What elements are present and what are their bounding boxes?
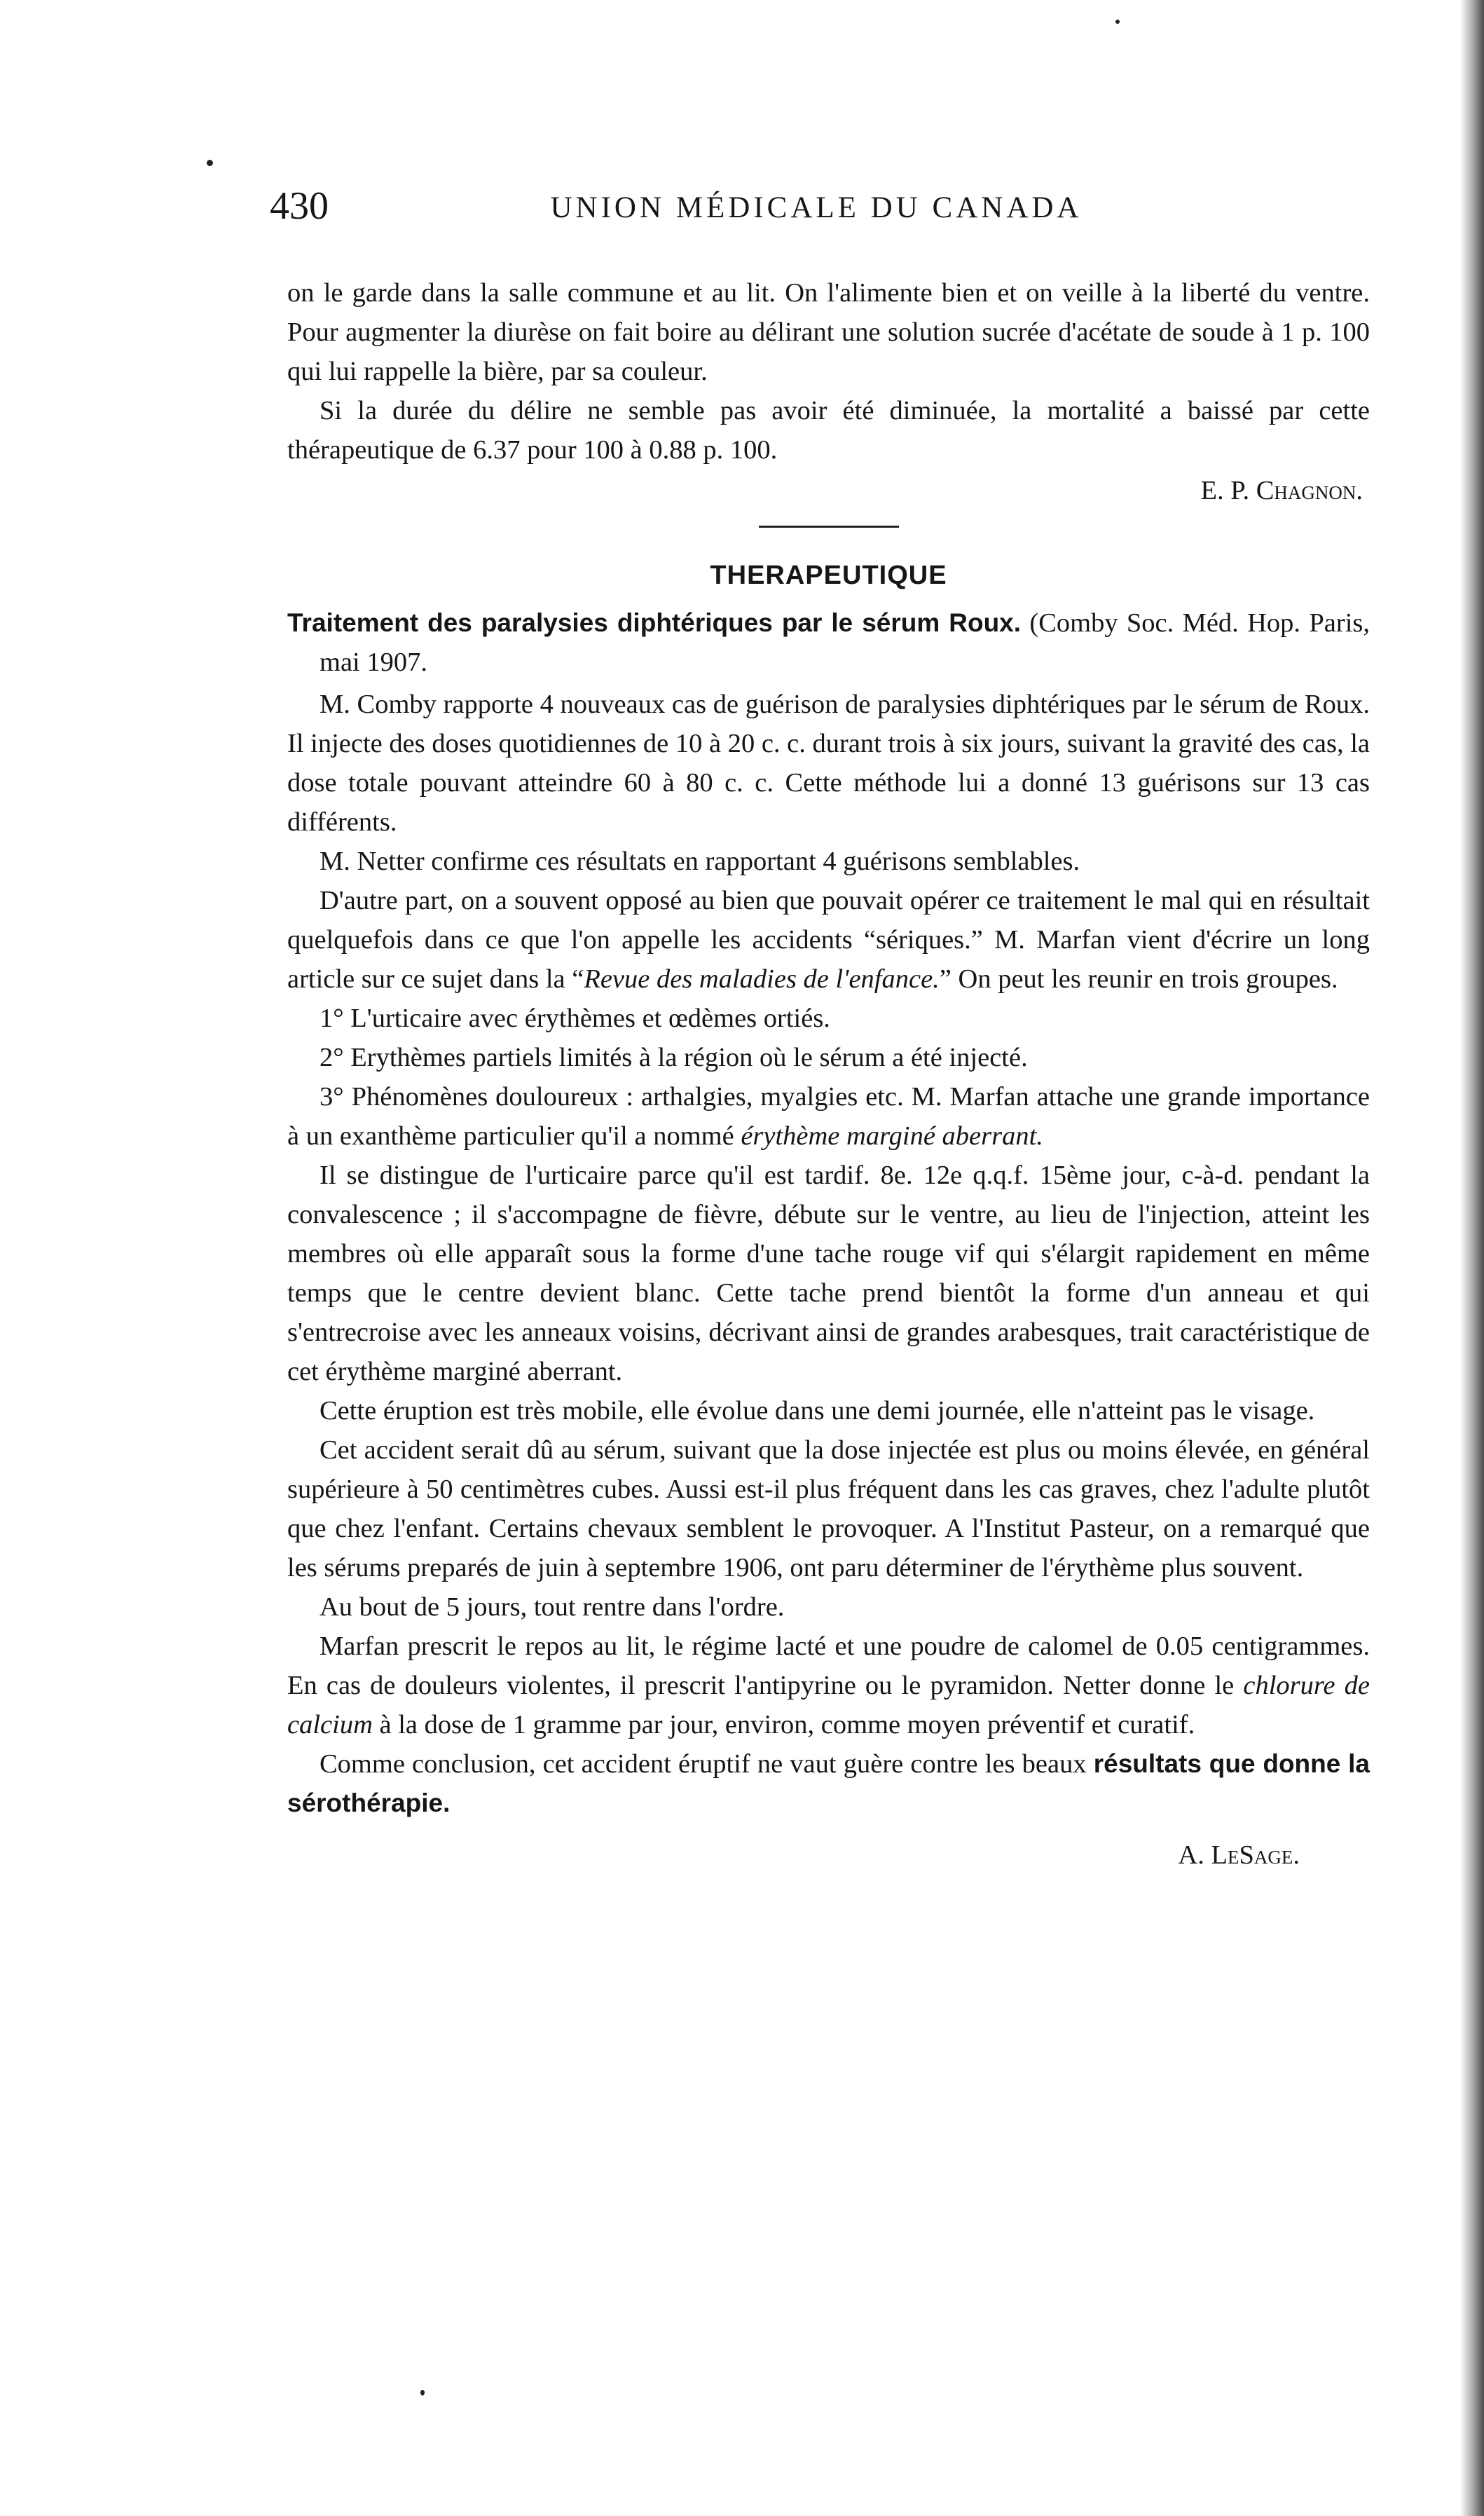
list-item: 1° L'urticaire avec érythèmes et œdèmes ortiés. — [320, 1004, 830, 1033]
bold-run: résultats que donne la sérothérapie. — [287, 1749, 1370, 1817]
page-header — [270, 184, 1363, 240]
author-signature: A. LeSage. — [1178, 1840, 1300, 1870]
italic-run: érythème marginé aberrant. — [741, 1121, 1043, 1151]
text-run: ” On peut les reunir en trois groupes. — [939, 964, 1338, 994]
paragraph: on le garde dans la salle commune et au lit. On l'alimente bien et on veille à la liberté du ventre. Pour augmenter la diurèse on fait boire au délirant une solution sucrée d'acétate de soude à 1 p. 100 qui lui rappelle la bière, par sa couleur. — [287, 278, 1370, 386]
paragraph — [287, 1744, 1370, 1823]
text-run: Marfan prescrit le repos au lit, le régime lacté et une poudre de calomel de 0.05 centigrammes. En cas de douleurs violentes, il prescrit l'antipyrine ou le pyramidon. Netter donne le — [287, 1632, 1370, 1700]
italic-run: Revue des maladies de l'enfance. — [584, 964, 940, 994]
paragraph — [287, 1627, 1370, 1744]
scan-edge-shadow — [1460, 0, 1484, 2516]
text-column — [287, 273, 1370, 1875]
scan-speck — [207, 160, 213, 166]
text-run: à la dose de 1 gramme par jour, environ, comme moyen préventif et curatif. — [372, 1710, 1195, 1739]
text-run: 3° Phénomènes douloureux : arthalgies, myalgies etc. M. Marfan attache une grande importance à un exanthème particulier qu'il a nommé — [287, 1082, 1370, 1151]
paragraph: Cet accident serait dû au sérum, suivant que la dose injectée est plus ou moins élevée, en général supérieure à 50 centimètres cubes. Aussi est-il plus fréquent dans les cas graves, chez l'adulte plutôt que chez l'enfant. Certains chevaux semblent le provoquer. A l'Institut Pasteur, on a remarqué que les sérums preparés de juin à septembre 1906, ont paru déterminer de l'érythème plus souvent. — [287, 1435, 1370, 1582]
paragraph: M. Netter confirme ces résultats en rapportant 4 guérisons semblables. — [320, 847, 1080, 876]
paragraph: M. Comby rapporte 4 nouveaux cas de guérison de paralysies diphtériques par le sérum de Roux. Il injecte des doses quotidiennes de 10 à 20 c. c. durant trois à six jours, suivant la gravité des cas, la dose totale pouvant atteindre 60 à 80 c. c. Cette méthode lui a donné 13 guérisons sur 13 cas différents. — [287, 690, 1370, 837]
scan-speck — [420, 2390, 425, 2395]
article-source: (Comby Soc. Méd. Hop. Paris, mai 1907. — [320, 608, 1370, 677]
list-item — [287, 1077, 1370, 1156]
section-divider — [759, 526, 899, 528]
paragraph: Il se distingue de l'urticaire parce qu'il est tardif. 8e. 12e q.q.f. 15ème jour, c-à-d. pendant la convalescence ; il s'accompagne de fièvre, débute sur le ventre, au lieu de l'injection, atteint les membres où elle apparaît sous la forme d'une tache rouge vif qui s'élargit rapidement en même temps que le centre devient blanc. Cette tache prend bientôt la forme d'un anneau et qui s'entrecroise avec les anneaux voisins, décrivant ainsi de grandes arabesques, trait caractéristique de cet érythème marginé aberrant. — [287, 1161, 1370, 1386]
italic-run: chlorure de calcium — [287, 1671, 1370, 1739]
paragraph — [287, 881, 1370, 999]
scan-speck — [1115, 20, 1120, 24]
page-number: 430 — [270, 184, 329, 228]
text-run: Comme conclusion, cet accident éruptif ne vaut guère contre les beaux — [320, 1749, 1094, 1779]
article-heading — [287, 603, 1370, 682]
paragraph: Cette éruption est très mobile, elle évolue dans une demi journée, elle n'atteint pas le visage. — [320, 1396, 1315, 1425]
author-signature: E. P. Chagnon. — [1200, 476, 1363, 505]
list-item: 2° Erythèmes partiels limités à la région où le sérum a été injecté. — [320, 1043, 1028, 1072]
paragraph: Si la durée du délire ne semble pas avoir été diminuée, la mortalité a baissé par cette thérapeutique de 6.37 pour 100 à 0.88 p. 100. — [287, 396, 1370, 465]
paragraph: Au bout de 5 jours, tout rentre dans l'ordre. — [320, 1592, 785, 1622]
running-title: UNION MÉDICALE DU CANADA — [550, 191, 1083, 224]
section-title: THERAPEUTIQUE — [710, 561, 947, 590]
text-run: D'autre part, on a souvent opposé au bien que pouvait opérer ce traitement le mal qui en résultait quelquefois dans ce que l'on appelle les accidents “sériques.” M. Marfan vient d'écrire un long article sur ce sujet dans la “ — [287, 886, 1370, 994]
article-title: Traitement des paralysies diphtériques par le sérum Roux. — [287, 608, 1022, 637]
